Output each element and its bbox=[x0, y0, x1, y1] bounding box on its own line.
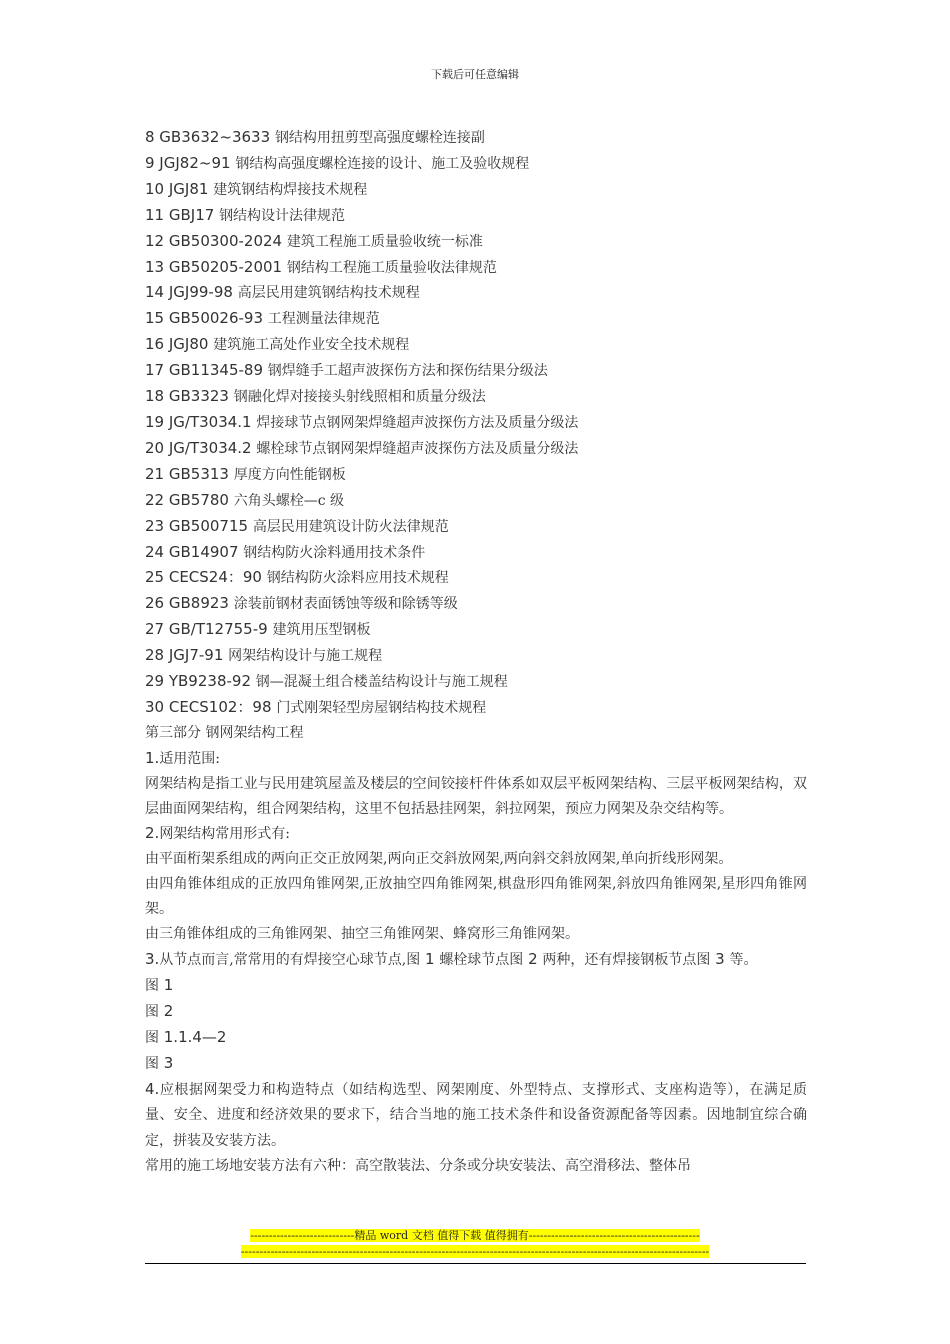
figure-prefix: 图 bbox=[145, 977, 159, 994]
footer-banner: ----------------------------精品 word 文档 值得下载 值得拥有---------------------------------------------- bbox=[250, 1229, 700, 1242]
standard-title: 工程测量法律规范 bbox=[267, 311, 380, 328]
paragraph-number: 4. bbox=[145, 1079, 160, 1098]
standard-title: 螺栓球节点钢网架焊缝超声波探伤方法及质量分级法 bbox=[256, 440, 579, 457]
standard-title: 厚度方向性能钢板 bbox=[233, 466, 346, 483]
standard-code: 27 GB/T12755-9 bbox=[145, 620, 268, 639]
paragraph-site-methods: 常用的施工场地安装方法有六种：高空散装法、分条或分块安装法、高空滑移法、整体吊 bbox=[145, 1158, 691, 1175]
figure-number: 2 bbox=[159, 1001, 174, 1020]
text-fragment: 从节点而言,常常用的有焊接空心球节点,图 bbox=[159, 952, 421, 968]
paragraph-number: 3. bbox=[145, 950, 160, 968]
standard-item bbox=[145, 462, 807, 488]
figure-label bbox=[145, 1025, 807, 1051]
standard-item bbox=[145, 177, 807, 203]
text-fragment: 等。 bbox=[729, 952, 758, 968]
standard-title: 六角头螺栓—c 级 bbox=[233, 492, 345, 509]
standard-item bbox=[145, 643, 807, 669]
standard-item bbox=[145, 695, 807, 721]
standard-item bbox=[145, 358, 807, 384]
standard-item bbox=[145, 591, 807, 617]
standard-item bbox=[145, 229, 807, 255]
standard-title: 建筑施工高处作业安全技术规程 bbox=[213, 337, 410, 354]
figure-ref: 3 bbox=[710, 950, 730, 968]
standard-code: 24 GB14907 bbox=[145, 542, 239, 561]
heading-text: 网架结构常用形式有: bbox=[159, 826, 291, 843]
figure-prefix: 图 bbox=[145, 1029, 159, 1046]
standard-item bbox=[145, 669, 807, 695]
standard-code: 23 GB500715 bbox=[145, 516, 249, 535]
standard-code: 19 JG/T3034.1 bbox=[145, 412, 252, 431]
heading-scope bbox=[145, 746, 807, 772]
standard-code: 10 JGJ81 bbox=[145, 179, 209, 198]
heading-number: 1. bbox=[145, 748, 160, 767]
figure-label bbox=[145, 973, 807, 999]
standard-code: 28 JGJ7-91 bbox=[145, 646, 224, 665]
standard-item bbox=[145, 436, 807, 462]
page-header: 下载后可任意编辑 bbox=[431, 68, 519, 81]
figure-number: 3 bbox=[159, 1053, 174, 1072]
heading-number: 2. bbox=[145, 824, 160, 843]
standard-title: 钢—混凝土组合楼盖结构设计与施工规程 bbox=[255, 674, 508, 691]
standard-title: 钢结构防火涂料应用技术规程 bbox=[266, 570, 449, 587]
paragraph-install-method bbox=[145, 1077, 807, 1155]
figure-number: 1.1.4—2 bbox=[159, 1027, 227, 1046]
standard-item bbox=[145, 488, 807, 514]
heading-text: 适用范围: bbox=[159, 750, 221, 767]
standard-title: 钢焊缝手工超声波探伤方法和探伤结果分级法 bbox=[267, 363, 548, 380]
standard-code: 22 GB5780 bbox=[145, 490, 229, 509]
standard-item bbox=[145, 332, 807, 358]
standard-item bbox=[145, 151, 807, 177]
heading-forms bbox=[145, 821, 807, 847]
standard-code: 9 JGJ82~91 bbox=[145, 153, 231, 172]
standard-title: 钢融化焊对接接头射线照相和质量分级法 bbox=[233, 389, 486, 406]
figure-list bbox=[145, 973, 807, 1077]
paragraph-square-pyramid: 由四角锥体组成的正放四角锥网架,正放抽空四角锥网架,棋盘形四角锥网架,斜放四角锥网架,星形四角锥网架。 bbox=[145, 876, 807, 918]
text-fragment: 两种，还有焊接钢板节点图 bbox=[542, 952, 711, 968]
standard-code: 25 CECS24：90 bbox=[145, 568, 262, 587]
standard-code: 14 JGJ99-98 bbox=[145, 283, 233, 302]
standard-title: 钢结构用扭剪型高强度螺栓连接副 bbox=[274, 130, 485, 146]
standard-code: 16 JGJ80 bbox=[145, 335, 209, 354]
standard-item bbox=[145, 514, 807, 540]
standard-title: 门式刚架轻型房屋钢结构技术规程 bbox=[276, 699, 487, 716]
footer-dashes: ------------------------------------------------------------------------------------------------------------------------------ bbox=[240, 1245, 710, 1258]
standard-title: 焊接球节点钢网架焊缝超声波探伤方法及质量分级法 bbox=[256, 414, 579, 431]
document-body bbox=[145, 125, 807, 1179]
standard-title: 建筑用压型钢板 bbox=[272, 622, 371, 639]
standard-title: 钢结构工程施工质量验收法律规范 bbox=[286, 259, 497, 276]
standard-code: 30 CECS102：98 bbox=[145, 697, 272, 716]
standard-code: 12 GB50300-2024 bbox=[145, 231, 283, 250]
standard-item bbox=[145, 617, 807, 643]
standard-code: 29 YB9238-92 bbox=[145, 672, 251, 691]
figure-prefix: 图 bbox=[145, 1003, 159, 1020]
standard-title: 涂装前钢材表面锈蚀等级和除锈等级 bbox=[233, 596, 458, 613]
text-fragment: 螺栓球节点图 bbox=[439, 952, 524, 968]
section-title: 第三部分 钢网架结构工程 bbox=[145, 724, 304, 741]
standard-code: 8 GB3632~3633 bbox=[145, 128, 271, 146]
standard-item bbox=[145, 125, 807, 151]
paragraph-text: 应根据网架受力和构造特点（如结构选型、网架刚度、外型特点、支撑形式、支座构造等），在满足质量、安全、进度和经济效果的要求下，结合当地的施工技术条件和设备资源配备等因素。因地制宜综合确定，拼装及安装方法。 bbox=[145, 1081, 807, 1150]
standard-item bbox=[145, 540, 807, 566]
standard-code: 20 JG/T3034.2 bbox=[145, 438, 252, 457]
standard-code: 21 GB5313 bbox=[145, 464, 229, 483]
figure-ref: 1 bbox=[420, 950, 440, 968]
standard-title: 建筑钢结构焊接技术规程 bbox=[213, 181, 368, 198]
standard-item bbox=[145, 255, 807, 281]
standard-item bbox=[145, 280, 807, 306]
standard-item bbox=[145, 410, 807, 436]
page-footer bbox=[0, 1228, 950, 1260]
figure-prefix: 图 bbox=[145, 1055, 159, 1072]
footer-rule bbox=[145, 1263, 806, 1264]
standard-code: 18 GB3323 bbox=[145, 387, 229, 406]
paragraph-triangular-pyramid: 由三角锥体组成的三角锥网架、抽空三角锥网架、蜂窝形三角锥网架。 bbox=[145, 926, 579, 943]
paragraph-nodes bbox=[145, 947, 807, 973]
standard-title: 高层民用建筑设计防火法律规范 bbox=[252, 518, 449, 535]
paragraph-scope: 网架结构是指工业与民用建筑屋盖及楼层的空间铰接杆件体系如双层平板网架结构、三层平板网架结构，双层曲面网架结构，组合网架结构，这里不包括悬挂网架，斜拉网架，预应力网架及杂交结构等。 bbox=[145, 775, 807, 817]
paragraph-planar-truss: 由平面桁架系组成的两向正交正放网架,两向正交斜放网架,两向斜交斜放网架,单向折线形网架。 bbox=[145, 851, 733, 868]
standard-code: 15 GB50026-93 bbox=[145, 309, 263, 328]
standard-title: 网架结构设计与施工规程 bbox=[228, 648, 383, 665]
standard-item bbox=[145, 306, 807, 332]
standards-list bbox=[145, 125, 807, 721]
standard-title: 高层民用建筑钢结构技术规程 bbox=[237, 285, 420, 302]
figure-label bbox=[145, 1051, 807, 1077]
figure-number: 1 bbox=[159, 975, 174, 994]
standard-item bbox=[145, 384, 807, 410]
standard-item bbox=[145, 565, 807, 591]
standard-item bbox=[145, 203, 807, 229]
standard-title: 钢结构防火涂料通用技术条件 bbox=[243, 544, 426, 561]
figure-label bbox=[145, 999, 807, 1025]
standard-code: 26 GB8923 bbox=[145, 594, 229, 613]
standard-code: 17 GB11345-89 bbox=[145, 361, 263, 380]
standard-title: 建筑工程施工质量验收统一标准 bbox=[286, 233, 483, 250]
standard-code: 13 GB50205-2001 bbox=[145, 257, 283, 276]
standard-title: 钢结构设计法律规范 bbox=[219, 207, 346, 224]
standard-title: 钢结构高强度螺栓连接的设计、施工及验收规程 bbox=[235, 155, 530, 172]
figure-ref: 2 bbox=[523, 950, 543, 968]
standard-code: 11 GBJ17 bbox=[145, 205, 215, 224]
